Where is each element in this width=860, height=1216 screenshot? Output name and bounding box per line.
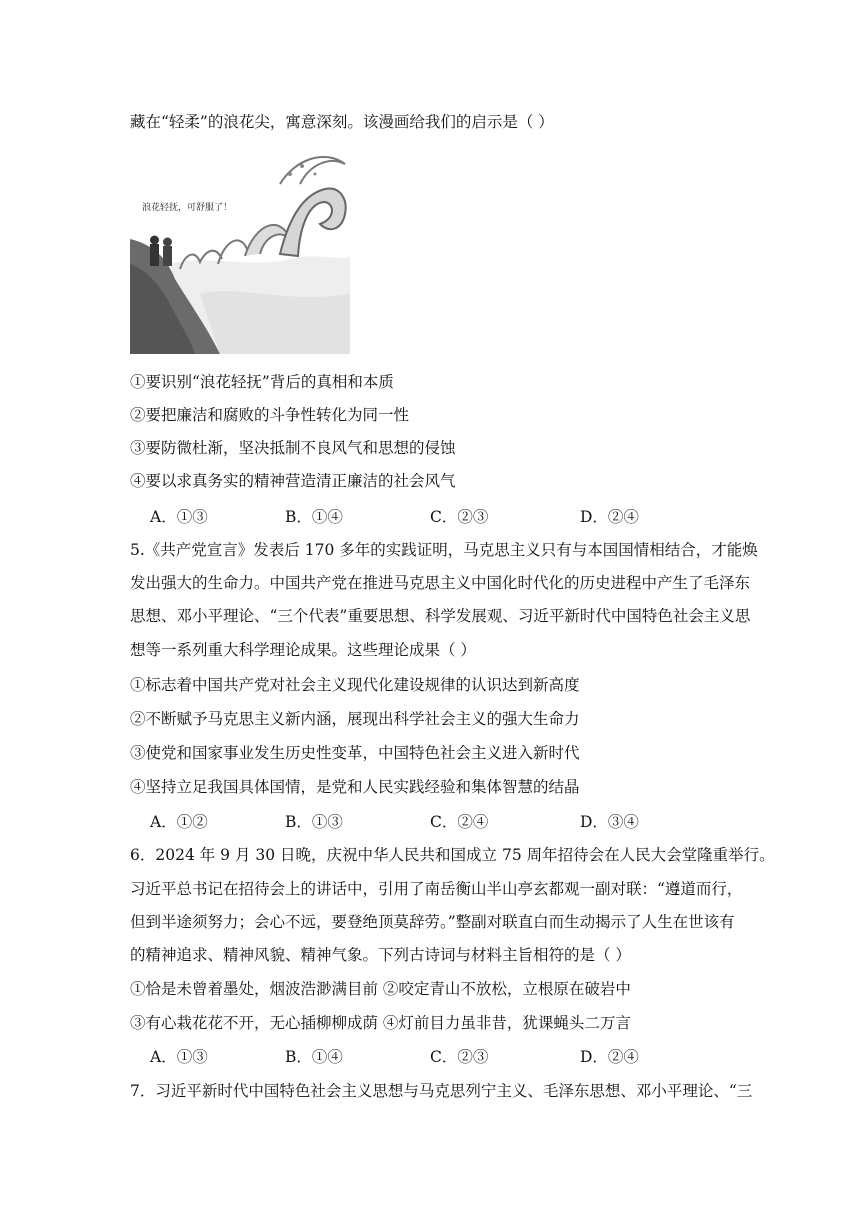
q7-stem-line-1: 7．习近平新时代中国特色社会主义思想与马克思列宁主义、毛泽东思想、邓小平理论、“三 <box>130 1082 753 1100</box>
cartoon-caption: 浪花轻抚，可舒服了！ <box>142 203 233 213</box>
q5-statement-3: ③使党和国家事业发生历史性变革，中国特色社会主义进入新时代 <box>130 744 580 762</box>
q6-stem-line-1: 6．2024 年 9 月 30 日晚，庆祝中华人民共和国成立 75 周年招待会在人民大会堂隆重举行。 <box>130 846 775 864</box>
option-a[interactable]: A．①③ <box>150 1048 208 1066</box>
cartoon-illustration <box>130 144 350 354</box>
option-d[interactable]: D．②④ <box>580 1048 639 1066</box>
option-c[interactable]: C．②③ <box>430 508 489 526</box>
q4-statement-3: ③要防微杜渐，坚决抵制不良风气和思想的侵蚀 <box>130 439 456 457</box>
q6-stem-line-3: 但到半途须努力；会心不远，要登绝顶莫辞劳。”整副对联直白而生动揭示了人生在世该有 <box>130 913 735 931</box>
option-c[interactable]: C．②③ <box>430 1048 489 1066</box>
option-d[interactable]: D．②④ <box>580 508 639 526</box>
q5-statement-1: ①标志着中国共产党对社会主义现代化建设规律的认识达到新高度 <box>130 676 580 694</box>
q6-statement-row-2: ③有心栽花花不开，无心插柳柳成荫 ④灯前目力虽非昔，犹课蝇头二万言 <box>130 1014 631 1032</box>
q4-stem-line: 藏在“轻柔”的浪花尖，寓意深刻。该漫画给我们的启示是（ ） <box>130 113 554 131</box>
option-b[interactable]: B．①④ <box>285 508 343 526</box>
option-b[interactable]: B．①③ <box>285 813 343 831</box>
q4-statement-4: ④要以求真务实的精神营造清正廉洁的社会风气 <box>130 472 456 490</box>
q4-statement-2: ②要把廉洁和腐败的斗争性转化为同一性 <box>130 406 410 424</box>
q6-stem-line-4: 的精神追求、精神风貌、精神气象。下列古诗词与材料主旨相符的是（ ） <box>130 946 631 964</box>
q5-stem-line-4: 想等一系列重大科学理论成果。这些理论成果（ ） <box>130 641 476 659</box>
option-a[interactable]: A．①③ <box>150 508 208 526</box>
q5-stem-line-3: 思想、邓小平理论、“三个代表”重要思想、科学发展观、习近平新时代中国特色社会主义思 <box>130 607 751 625</box>
q5-stem-line-1: 5.《共产党宣言》发表后 170 多年的实践证明，马克思主义只有与本国国情相结合，才能焕 <box>130 541 758 559</box>
option-b[interactable]: B．①④ <box>285 1048 343 1066</box>
option-d[interactable]: D．③④ <box>580 813 639 831</box>
q5-statement-4: ④坚持立足我国具体国情，是党和人民实践经验和集体智慧的结晶 <box>130 778 580 796</box>
q6-stem-line-2: 习近平总书记在招待会上的讲话中，引用了南岳衡山半山亭玄都观一副对联：“遵道而行， <box>130 880 743 898</box>
option-c[interactable]: C．②④ <box>430 813 489 831</box>
q5-stem-line-2: 发出强大的生命力。中国共产党在推进马克思主义中国化时代化的历史进程中产生了毛泽东 <box>130 574 751 592</box>
q5-statement-2: ②不断赋予马克思主义新内涵，展现出科学社会主义的强大生命力 <box>130 710 580 728</box>
q4-statement-1: ①要识别“浪花轻抚”背后的真相和本质 <box>130 373 394 391</box>
option-a[interactable]: A．①② <box>150 813 208 831</box>
q6-statement-row-1: ①恰是未曾着墨处，烟波浩渺满目前 ②咬定青山不放松，立根原在破岩中 <box>130 980 631 998</box>
